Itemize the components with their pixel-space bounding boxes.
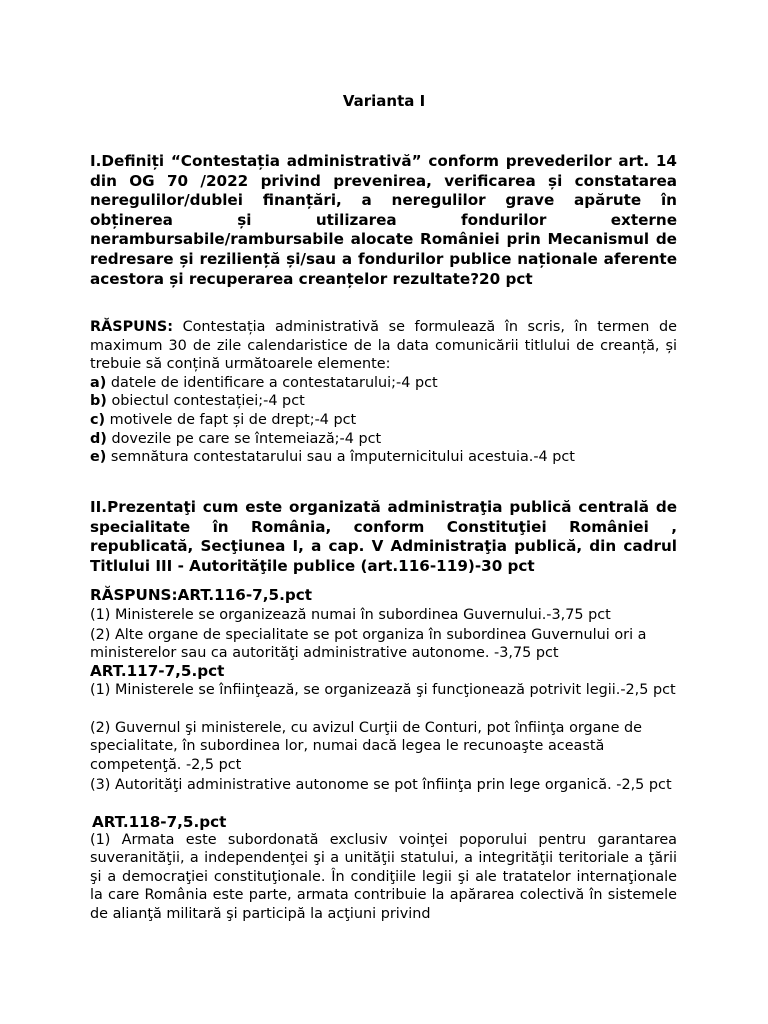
answer-1-item-b: b) obiectul contestației;-4 pct bbox=[90, 393, 305, 410]
answer-1-item-d: d) dovezile pe care se întemeiază;-4 pct bbox=[90, 430, 382, 447]
art117-p3: (3) Autorităţi administrative autonome se pot înfiinţa prin lege organică. -2,5 pct bbox=[90, 777, 672, 793]
question-2: II.Prezentaţi cum este organizată administraţia publică centrală de specialitate în România, conform Constituţiei României , republicată, Secţiunea I, a cap. V Administraţia publică, din cadrul Titlului III - Autorităţile publice (art.116-119)-30 pct bbox=[90, 498, 677, 575]
answer-label: RĂSPUNS: bbox=[90, 319, 173, 335]
art116-p1: (1) Ministerele se organizează numai în subordinea Guvernului.-3,75 pct bbox=[90, 607, 611, 623]
answer-1-item-e: e) semnătura contestatarului sau a împuternicitului acestuia.-4 pct bbox=[90, 449, 575, 466]
art118-p1: (1) Armata este subordonată exclusiv voinţei poporului pentru garantarea suveranităţii, a independenţei şi a unităţii statului, a integrităţii teritoriale a ţării şi a democraţiei constituţionale. În condiţiile legii şi ale tratatelor internaţionale la care România este parte, armata contribuie la apărarea colectivă în sistemele de alianţă militară şi participă la acţiuni privind bbox=[90, 832, 677, 922]
question-1: I.Definiți “Contestația administrativă” conform prevederilor art. 14 din OG 70 /2022 privind prevenirea, verificarea și constatarea neregulilor/dublei finanțări, a neregulilor grave apărute în obținerea și utilizarea fondurilor externe nerambursabile/rambursabile alocate României prin Mecanismul de redresare și reziliență și/sau a fondurilor publice naționale aferente acestora și recuperarea creanțelor rezultate?20 pct bbox=[90, 152, 677, 288]
answer-1-item-a: a) datele de identificare a contestatarului;-4 pct bbox=[90, 374, 438, 391]
document-title: Varianta I bbox=[342, 92, 426, 110]
answer-1-intro: RĂSPUNS: Contestația administrativă se formulează în scris, în termen de maximum 30 de zile calendaristice de la data comunicării titlului de creanță, și trebuie să conțină următoarele elemente: bbox=[90, 319, 677, 373]
art116-heading: RĂSPUNS:ART.116-7,5.pct bbox=[90, 586, 312, 604]
art118-heading: ART.118-7,5.pct bbox=[92, 813, 227, 831]
art117-p2: (2) Guvernul şi ministerele, cu avizul Curţii de Conturi, pot înfiinţa organe de specialitate, în subordinea lor, numai dacă legea le recunoaşte această competenţă. -2,5 pct bbox=[90, 720, 643, 773]
answer-1 bbox=[90, 318, 677, 467]
answer-1-item-c: c) motivele de fapt și de drept;-4 pct bbox=[90, 411, 357, 428]
art117-heading: ART.117-7,5.pct bbox=[90, 662, 225, 680]
art117-p1: (1) Ministerele se înfiinţează, se organizează şi funcţionează potrivit legii.-2,5 pct bbox=[90, 682, 676, 698]
art116-p2: (2) Alte organe de specialitate se pot organiza în subordinea Guvernului ori a ministerelor sau ca autorităţi administrative autonome. -3,75 pct bbox=[90, 627, 647, 662]
